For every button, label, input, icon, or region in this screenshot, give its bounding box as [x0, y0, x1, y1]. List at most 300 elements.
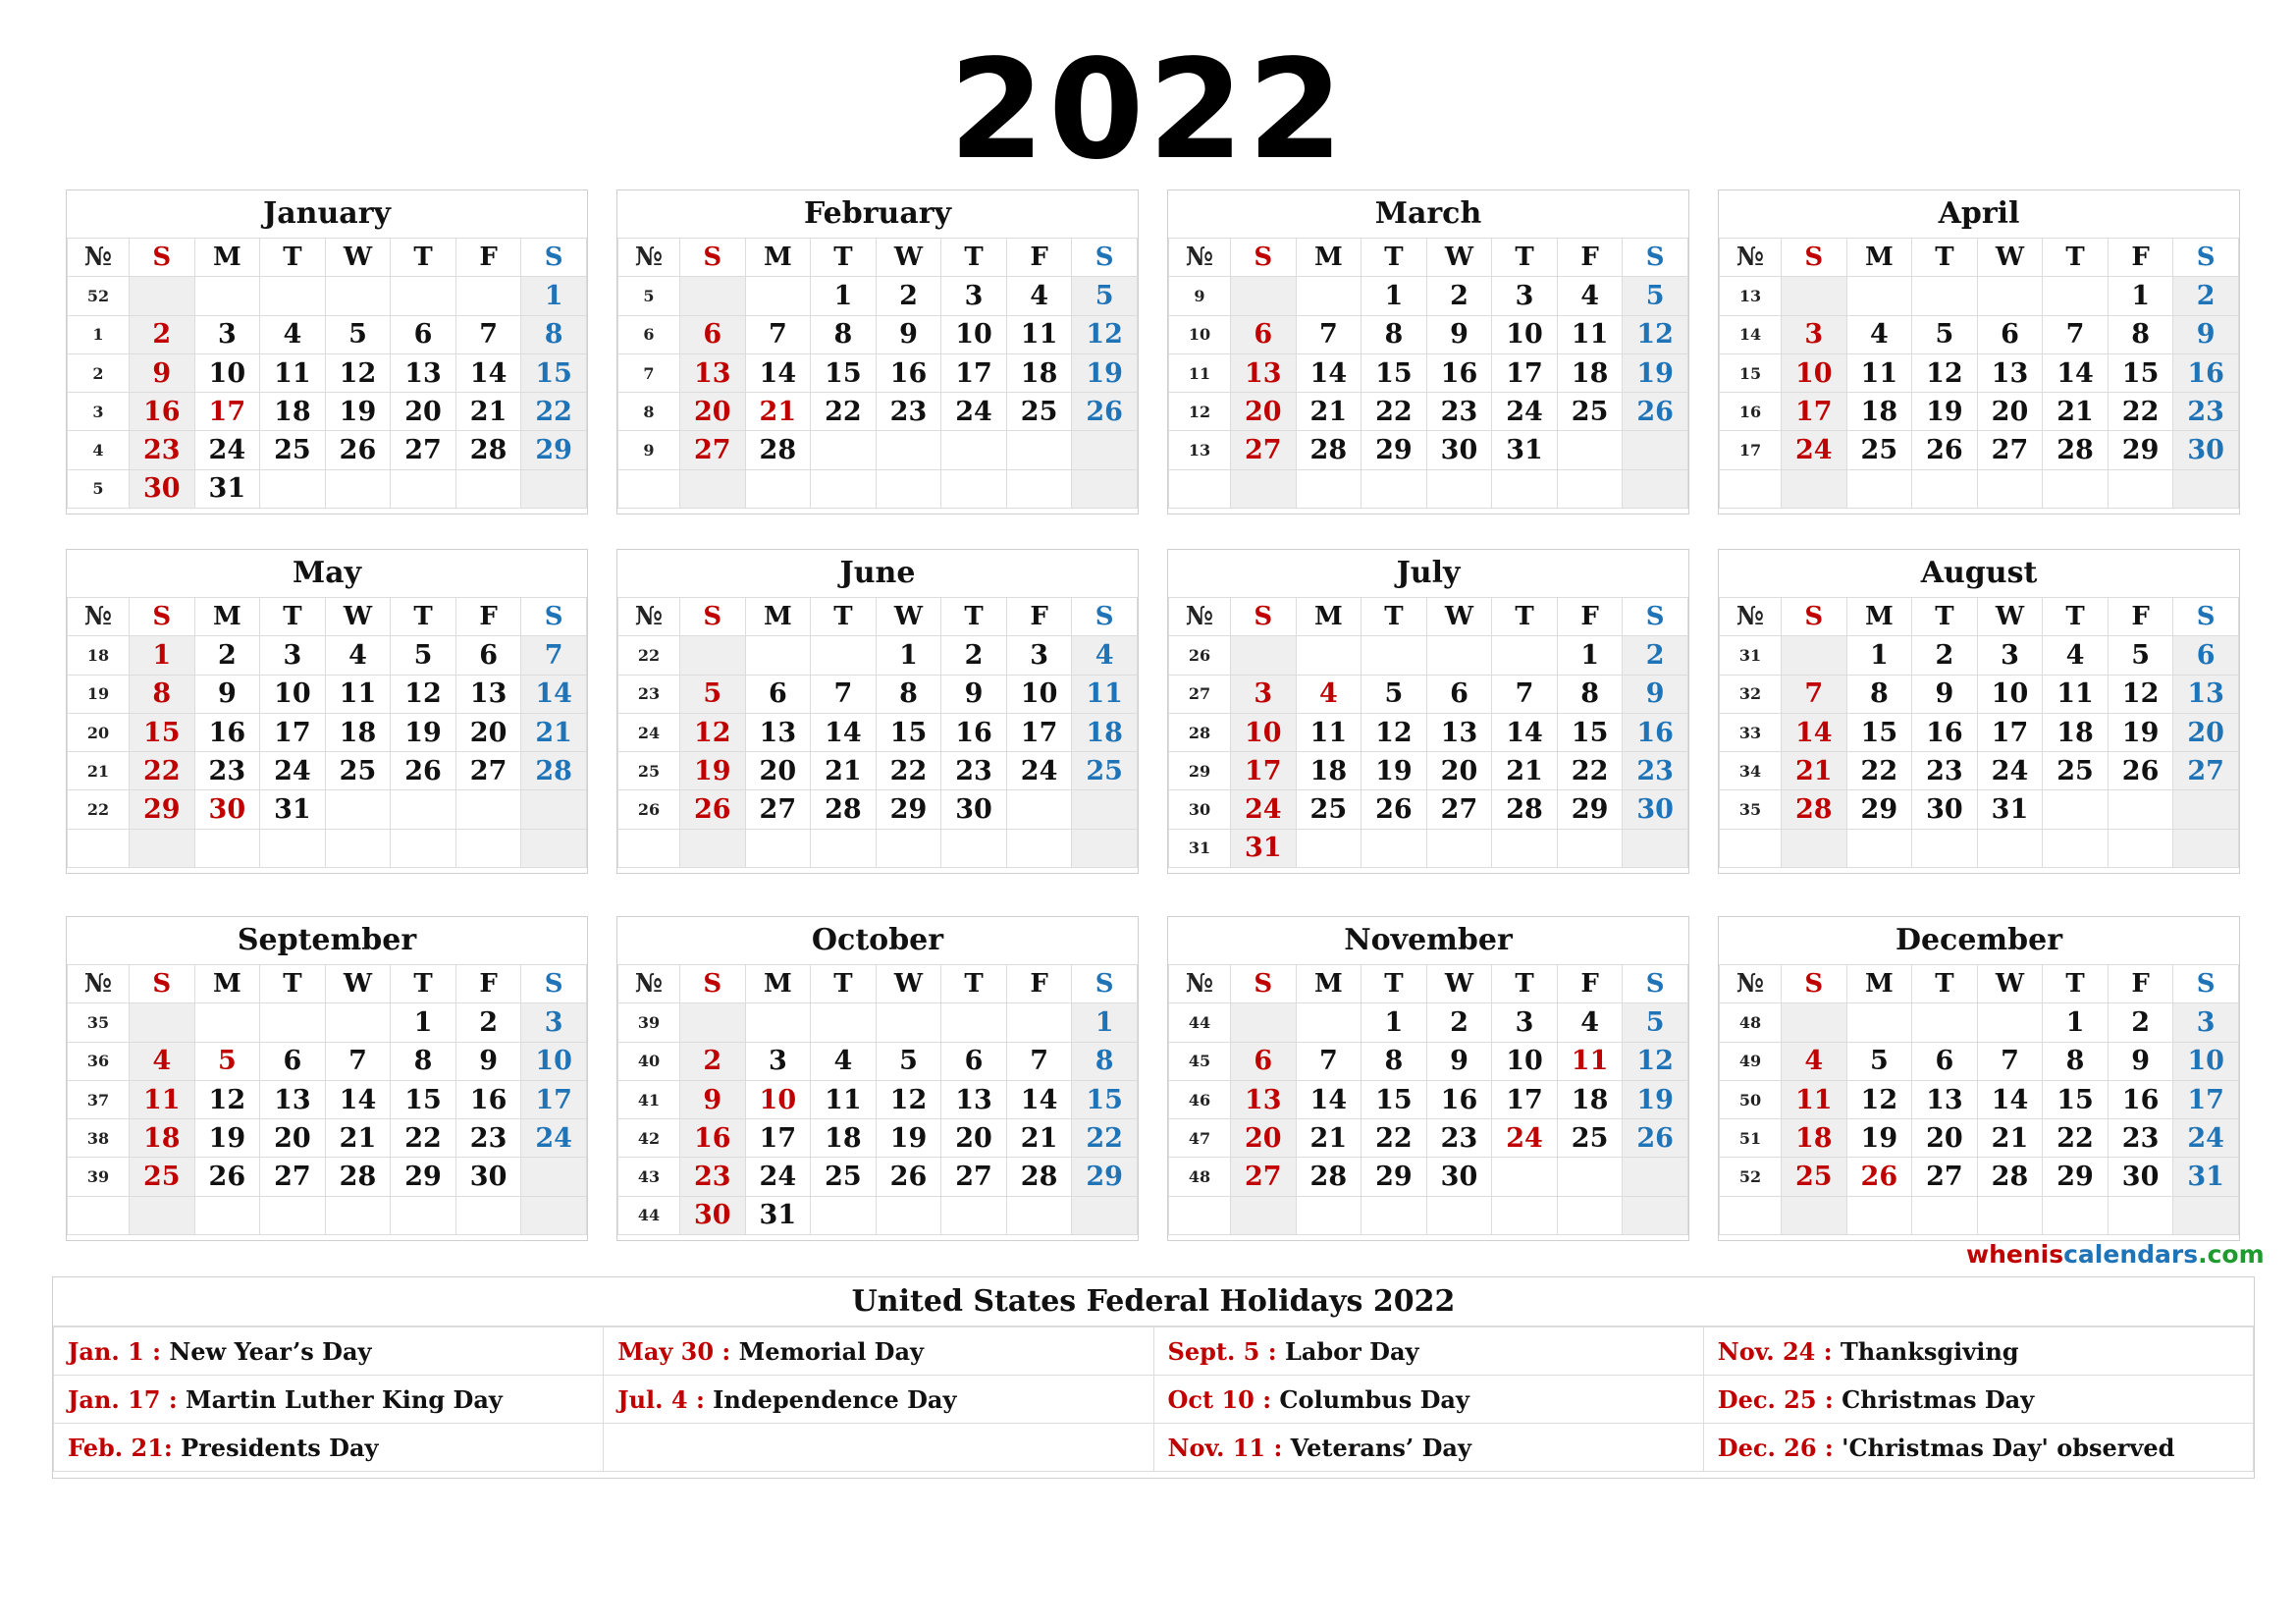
- weekday-header: F: [1557, 965, 1623, 1003]
- empty-day-cell: [1557, 829, 1623, 867]
- day-cell: 29: [130, 790, 195, 829]
- month-grid: [1168, 964, 1688, 1235]
- day-cell: 31: [260, 790, 326, 829]
- weekday-header: M: [194, 598, 260, 636]
- weekday-header: S: [680, 965, 746, 1003]
- day-cell: 19: [1072, 353, 1138, 392]
- weekday-header: S: [1623, 965, 1688, 1003]
- day-cell: 21: [745, 393, 811, 431]
- week-number: 18: [68, 636, 130, 675]
- day-cell: 17: [941, 353, 1007, 392]
- day-cell: 7: [2043, 315, 2109, 353]
- day-cell: 19: [1623, 1080, 1688, 1118]
- week-number: 9: [618, 431, 680, 469]
- day-cell: 31: [1977, 790, 2043, 829]
- empty-day-cell: [194, 829, 260, 867]
- day-cell: 7: [1006, 1042, 1072, 1080]
- holiday-cell: [1153, 1424, 1703, 1472]
- week-number: 39: [618, 1003, 680, 1042]
- holiday-row: [54, 1424, 2254, 1472]
- month-grid: [67, 597, 587, 868]
- week-row: [68, 1003, 587, 1042]
- weekday-header: S: [1782, 239, 1847, 277]
- day-cell: 21: [2043, 393, 2109, 431]
- weekday-header: M: [745, 598, 811, 636]
- day-cell: 26: [391, 752, 456, 790]
- week-number: 14: [1720, 315, 1782, 353]
- day-cell: 28: [1006, 1158, 1072, 1196]
- weekday-header: W: [1426, 965, 1492, 1003]
- month-february: [616, 189, 1139, 514]
- day-cell: 14: [811, 713, 877, 751]
- day-cell: 29: [1557, 790, 1623, 829]
- week-number: 42: [618, 1119, 680, 1158]
- holidays-panel: [52, 1276, 2255, 1479]
- empty-day-cell: [1782, 1196, 1847, 1234]
- empty-day-cell: [260, 829, 326, 867]
- day-cell: 9: [1912, 675, 1978, 713]
- empty-day-cell: [1977, 829, 2043, 867]
- empty-day-cell: [2043, 790, 2109, 829]
- weekday-header: S: [1072, 598, 1138, 636]
- empty-day-cell: [1846, 1003, 1912, 1042]
- week-number: 26: [1169, 636, 1231, 675]
- month-september: [66, 916, 588, 1241]
- week-row: [618, 829, 1138, 867]
- week-number: 5: [618, 277, 680, 315]
- day-cell: 14: [2043, 353, 2109, 392]
- week-row: [68, 315, 587, 353]
- week-row: [68, 752, 587, 790]
- day-cell: 5: [680, 675, 746, 713]
- week-row: [1720, 829, 2239, 867]
- day-cell: 14: [745, 353, 811, 392]
- day-cell: 27: [260, 1158, 326, 1196]
- day-cell: 7: [1782, 675, 1847, 713]
- empty-day-cell: [1072, 829, 1138, 867]
- day-cell: 29: [2043, 1158, 2109, 1196]
- week-number: 4: [68, 431, 130, 469]
- day-cell: 27: [1912, 1158, 1978, 1196]
- empty-day-cell: [1426, 469, 1492, 508]
- day-cell: 24: [260, 752, 326, 790]
- day-cell: 12: [391, 675, 456, 713]
- empty-day-cell: [876, 1003, 941, 1042]
- day-cell: 15: [2043, 1080, 2109, 1118]
- day-cell: 1: [521, 277, 587, 315]
- empty-day-cell: [1912, 1003, 1978, 1042]
- weekday-header: T: [941, 965, 1007, 1003]
- week-number: 28: [1169, 713, 1231, 751]
- weekday-header: M: [1296, 965, 1362, 1003]
- empty-day-cell: [130, 1196, 195, 1234]
- month-june: [616, 549, 1139, 874]
- week-number-header: №: [68, 239, 130, 277]
- weekday-header: F: [2108, 965, 2173, 1003]
- day-cell: 9: [455, 1042, 521, 1080]
- week-number: 24: [618, 713, 680, 751]
- day-cell: 23: [130, 431, 195, 469]
- day-cell: 13: [745, 713, 811, 751]
- day-cell: 1: [1846, 636, 1912, 675]
- day-cell: 25: [2043, 752, 2109, 790]
- week-row: [1720, 790, 2239, 829]
- week-number: 20: [68, 713, 130, 751]
- day-cell: 28: [2043, 431, 2109, 469]
- day-cell: 25: [1557, 1119, 1623, 1158]
- empty-day-cell: [811, 1196, 877, 1234]
- day-cell: 22: [521, 393, 587, 431]
- week-row: [1720, 315, 2239, 353]
- day-cell: 13: [1912, 1080, 1978, 1118]
- empty-day-cell: [325, 277, 391, 315]
- day-cell: 20: [391, 393, 456, 431]
- day-cell: 15: [876, 713, 941, 751]
- day-cell: 23: [1912, 752, 1978, 790]
- day-cell: 7: [1296, 1042, 1362, 1080]
- day-cell: 14: [1296, 1080, 1362, 1118]
- weekday-header: F: [1557, 239, 1623, 277]
- day-cell: 23: [2108, 1119, 2173, 1158]
- weekday-header: W: [876, 598, 941, 636]
- brand-link[interactable]: [1966, 1240, 2265, 1269]
- week-number: 21: [68, 752, 130, 790]
- day-cell: 26: [680, 790, 746, 829]
- day-cell: 5: [1846, 1042, 1912, 1080]
- weekday-header: T: [1912, 598, 1978, 636]
- day-cell: 24: [1006, 752, 1072, 790]
- empty-day-cell: [391, 277, 456, 315]
- empty-day-cell: [1492, 469, 1558, 508]
- day-cell: 4: [1846, 315, 1912, 353]
- weekday-header: W: [876, 239, 941, 277]
- week-row: [1169, 829, 1688, 867]
- empty-day-cell: [1977, 1196, 2043, 1234]
- month-grid: [67, 964, 587, 1235]
- day-cell: 13: [1977, 353, 2043, 392]
- weekday-header: W: [325, 598, 391, 636]
- day-cell: 6: [745, 675, 811, 713]
- empty-day-cell: [391, 790, 456, 829]
- day-cell: 4: [130, 1042, 195, 1080]
- day-cell: 21: [1296, 1119, 1362, 1158]
- day-cell: 22: [2108, 393, 2173, 431]
- day-cell: 10: [1492, 315, 1558, 353]
- day-cell: 4: [811, 1042, 877, 1080]
- week-row: [1720, 469, 2239, 508]
- holiday-date: May 30 :: [617, 1336, 731, 1366]
- week-number: 25: [618, 752, 680, 790]
- week-number: 41: [618, 1080, 680, 1118]
- weekday-header: S: [2173, 965, 2239, 1003]
- day-cell: 21: [1296, 393, 1362, 431]
- month-name: February: [803, 196, 951, 231]
- week-number: 32: [1720, 675, 1782, 713]
- week-number: [618, 469, 680, 508]
- empty-day-cell: [130, 1003, 195, 1042]
- day-cell: 3: [2173, 1003, 2239, 1042]
- day-cell: 22: [1362, 1119, 1427, 1158]
- empty-day-cell: [2108, 1196, 2173, 1234]
- empty-day-cell: [680, 829, 746, 867]
- day-cell: 19: [1846, 1119, 1912, 1158]
- day-cell: 2: [194, 636, 260, 675]
- day-cell: 14: [1977, 1080, 2043, 1118]
- day-cell: 14: [1782, 713, 1847, 751]
- week-number: 12: [1169, 393, 1231, 431]
- day-cell: 4: [260, 315, 326, 353]
- holidays-title: United States Federal Holidays 2022: [53, 1277, 2254, 1326]
- day-cell: 27: [391, 431, 456, 469]
- day-cell: 9: [130, 353, 195, 392]
- day-cell: 31: [1492, 431, 1558, 469]
- empty-day-cell: [1072, 469, 1138, 508]
- week-number: 52: [68, 277, 130, 315]
- holiday-cell: [1153, 1376, 1703, 1424]
- week-number-header: №: [1169, 965, 1231, 1003]
- week-row: [1720, 1003, 2239, 1042]
- week-number-header: №: [68, 598, 130, 636]
- day-cell: 21: [1977, 1119, 2043, 1158]
- day-cell: 25: [1846, 431, 1912, 469]
- weekday-header: T: [811, 239, 877, 277]
- week-row: [68, 393, 587, 431]
- month-march: [1167, 189, 1689, 514]
- empty-day-cell: [1362, 469, 1427, 508]
- empty-day-cell: [1912, 277, 1978, 315]
- empty-day-cell: [260, 1196, 326, 1234]
- holiday-date: Jul. 4 :: [617, 1384, 705, 1414]
- day-cell: 2: [2108, 1003, 2173, 1042]
- weekday-header: F: [455, 239, 521, 277]
- day-cell: 2: [2173, 277, 2239, 315]
- week-row: [1720, 636, 2239, 675]
- week-number-header: №: [618, 965, 680, 1003]
- empty-day-cell: [1623, 1158, 1688, 1196]
- day-cell: 5: [1362, 675, 1427, 713]
- day-cell: 16: [2173, 353, 2239, 392]
- week-row: [1169, 1080, 1688, 1118]
- day-cell: 12: [1846, 1080, 1912, 1118]
- day-cell: 27: [1977, 431, 2043, 469]
- weekday-header: S: [1782, 598, 1847, 636]
- empty-day-cell: [876, 829, 941, 867]
- day-cell: 16: [194, 713, 260, 751]
- weekday-header: T: [941, 239, 1007, 277]
- week-row: [1720, 1158, 2239, 1196]
- month-may: [66, 549, 588, 874]
- empty-day-cell: [811, 431, 877, 469]
- week-row: [618, 1080, 1138, 1118]
- empty-day-cell: [1623, 431, 1688, 469]
- day-cell: 18: [1846, 393, 1912, 431]
- day-cell: 7: [1296, 315, 1362, 353]
- day-cell: 8: [391, 1042, 456, 1080]
- week-number: 30: [1169, 790, 1231, 829]
- week-number: 39: [68, 1158, 130, 1196]
- day-cell: 6: [2173, 636, 2239, 675]
- day-cell: 24: [1231, 790, 1297, 829]
- weekday-header: T: [1912, 965, 1978, 1003]
- empty-day-cell: [680, 277, 746, 315]
- day-cell: 23: [941, 752, 1007, 790]
- day-cell: 30: [2108, 1158, 2173, 1196]
- day-cell: 16: [680, 1119, 746, 1158]
- week-row: [1169, 636, 1688, 675]
- day-cell: 27: [1426, 790, 1492, 829]
- empty-day-cell: [1006, 431, 1072, 469]
- day-cell: 13: [1231, 353, 1297, 392]
- month-name: August: [1920, 556, 2038, 590]
- holidays-table: [53, 1326, 2254, 1472]
- empty-day-cell: [391, 1196, 456, 1234]
- holiday-name: New Year’s Day: [160, 1336, 372, 1366]
- day-cell: 30: [1426, 1158, 1492, 1196]
- day-cell: 17: [521, 1080, 587, 1118]
- day-cell: 12: [1912, 353, 1978, 392]
- day-cell: 7: [455, 315, 521, 353]
- empty-day-cell: [2043, 277, 2109, 315]
- day-cell: 6: [1231, 1042, 1297, 1080]
- day-cell: 26: [325, 431, 391, 469]
- week-row: [68, 713, 587, 751]
- week-row: [618, 752, 1138, 790]
- day-cell: 20: [1977, 393, 2043, 431]
- month-name: April: [1938, 196, 2020, 231]
- empty-day-cell: [876, 431, 941, 469]
- day-cell: 13: [941, 1080, 1007, 1118]
- empty-day-cell: [1782, 829, 1847, 867]
- week-number: 45: [1169, 1042, 1231, 1080]
- holiday-date: Nov. 24 :: [1717, 1336, 1833, 1366]
- week-number: [1169, 469, 1231, 508]
- empty-day-cell: [1296, 1003, 1362, 1042]
- weekday-header: T: [2043, 965, 2109, 1003]
- day-cell: 6: [1231, 315, 1297, 353]
- week-row: [1720, 353, 2239, 392]
- day-cell: 7: [521, 636, 587, 675]
- month-grid: [1719, 964, 2239, 1235]
- week-row: [1720, 713, 2239, 751]
- day-cell: 4: [1296, 675, 1362, 713]
- day-cell: 24: [521, 1119, 587, 1158]
- weekday-header: T: [941, 598, 1007, 636]
- empty-day-cell: [2108, 829, 2173, 867]
- day-cell: 18: [130, 1119, 195, 1158]
- weekday-header: F: [455, 965, 521, 1003]
- week-number: 33: [1720, 713, 1782, 751]
- week-number: 6: [618, 315, 680, 353]
- day-cell: 26: [1362, 790, 1427, 829]
- holiday-cell: [604, 1327, 1153, 1376]
- empty-day-cell: [194, 1196, 260, 1234]
- day-cell: 18: [1782, 1119, 1847, 1158]
- week-row: [618, 315, 1138, 353]
- day-cell: 17: [2173, 1080, 2239, 1118]
- week-row: [68, 353, 587, 392]
- empty-day-cell: [260, 469, 326, 508]
- month-grid: [617, 964, 1138, 1235]
- day-cell: 30: [941, 790, 1007, 829]
- day-cell: 13: [260, 1080, 326, 1118]
- day-cell: 20: [745, 752, 811, 790]
- day-cell: 2: [1426, 277, 1492, 315]
- day-cell: 14: [521, 675, 587, 713]
- day-cell: 10: [260, 675, 326, 713]
- week-number-header: №: [618, 239, 680, 277]
- day-cell: 21: [1492, 752, 1558, 790]
- holiday-name: Memorial Day: [730, 1336, 924, 1366]
- day-cell: 9: [876, 315, 941, 353]
- holiday-date: Sept. 5 :: [1167, 1336, 1277, 1366]
- weekday-header: S: [680, 598, 746, 636]
- day-cell: 19: [2108, 713, 2173, 751]
- weekday-header: M: [1846, 965, 1912, 1003]
- day-cell: 2: [455, 1003, 521, 1042]
- day-cell: 15: [811, 353, 877, 392]
- month-grid: [617, 238, 1138, 509]
- week-row: [1169, 675, 1688, 713]
- weekday-header: S: [1231, 598, 1297, 636]
- day-cell: 17: [1492, 1080, 1558, 1118]
- day-cell: 12: [194, 1080, 260, 1118]
- day-cell: 24: [1492, 393, 1558, 431]
- empty-day-cell: [876, 469, 941, 508]
- day-cell: 12: [2108, 675, 2173, 713]
- week-number: 13: [1720, 277, 1782, 315]
- day-cell: 24: [1977, 752, 2043, 790]
- week-number: 35: [1720, 790, 1782, 829]
- empty-day-cell: [680, 469, 746, 508]
- weekday-header: S: [521, 239, 587, 277]
- day-cell: 8: [1846, 675, 1912, 713]
- day-cell: 8: [521, 315, 587, 353]
- empty-day-cell: [1296, 277, 1362, 315]
- day-cell: 7: [325, 1042, 391, 1080]
- weekday-header: T: [391, 965, 456, 1003]
- day-cell: 15: [1072, 1080, 1138, 1118]
- day-cell: 9: [1623, 675, 1688, 713]
- holiday-cell: [1153, 1327, 1703, 1376]
- week-number: 11: [1169, 353, 1231, 392]
- day-cell: 30: [1623, 790, 1688, 829]
- empty-day-cell: [391, 469, 456, 508]
- week-number: 52: [1720, 1158, 1782, 1196]
- day-cell: 6: [260, 1042, 326, 1080]
- day-cell: 16: [1912, 713, 1978, 751]
- weekday-header: S: [130, 598, 195, 636]
- day-cell: 9: [1426, 1042, 1492, 1080]
- weekday-header: W: [325, 239, 391, 277]
- week-number: [1720, 829, 1782, 867]
- week-row: [618, 713, 1138, 751]
- week-number: 50: [1720, 1080, 1782, 1118]
- weekday-header: F: [1557, 598, 1623, 636]
- empty-day-cell: [1426, 636, 1492, 675]
- day-cell: 3: [745, 1042, 811, 1080]
- empty-day-cell: [1231, 1196, 1297, 1234]
- week-row: [618, 353, 1138, 392]
- day-cell: 18: [2043, 713, 2109, 751]
- empty-day-cell: [1557, 1196, 1623, 1234]
- week-number: [1169, 1196, 1231, 1234]
- day-cell: 29: [391, 1158, 456, 1196]
- day-cell: 1: [391, 1003, 456, 1042]
- brand-part-1: whenis: [1966, 1240, 2064, 1269]
- week-number: 35: [68, 1003, 130, 1042]
- day-cell: 25: [1296, 790, 1362, 829]
- empty-day-cell: [745, 469, 811, 508]
